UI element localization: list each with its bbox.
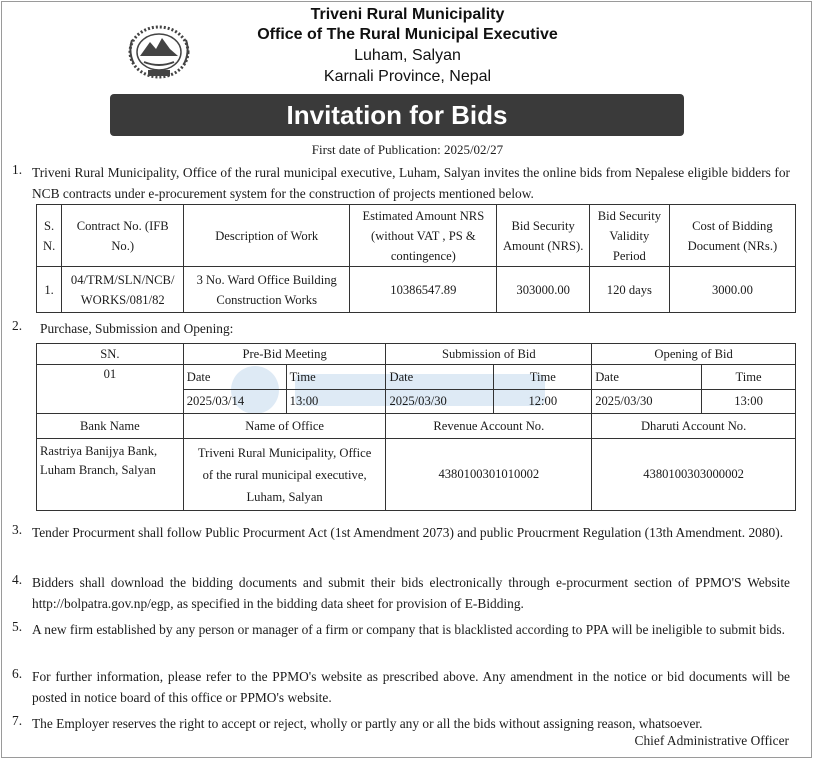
invitation-paragraph: Triveni Rural Municipality, Office of the rural municipal executive, Luham, Salyan invites the online bids from Nepalese eligible bidders for NCB contracts under e-procurement system for the construction of projects mentioned below. xyxy=(32,165,790,201)
opening-date-label: Date xyxy=(592,365,702,390)
item-number: 7. xyxy=(12,713,23,728)
submission-time-label: Time xyxy=(494,365,592,390)
sn-cell: 01 xyxy=(37,365,184,414)
bid-security-header: Bid Security Amount (NRS). xyxy=(497,205,590,267)
item-number: 6. xyxy=(12,666,23,681)
opening-header: Opening of Bid xyxy=(592,344,796,365)
estimated-amount-cell: 10386547.89 xyxy=(350,267,497,313)
purchase-heading: Purchase, Submission and Opening: xyxy=(40,321,234,336)
submission-date-label: Date xyxy=(386,365,494,390)
blacklist-paragraph: A new firm established by any person or manager of a firm or company that is blacklisted according to PPA will be ineligible to submit bids. xyxy=(32,622,785,637)
document-cost-header: Cost of Bidding Document (NRs.) xyxy=(669,205,795,267)
municipality-name: Triveni Rural Municipality xyxy=(310,6,505,23)
office-name: Office of The Rural Municipal Executive xyxy=(257,26,558,43)
office-location: Luham, Salyan xyxy=(354,47,461,64)
prebid-date: 2025/03/14 xyxy=(183,390,286,414)
e-bidding-paragraph: Bidders shall download the bidding documents and submit their bids electronically through e-procurment section of PPMO'S Website http://bolpatra.gov.np/egp, as specified in the bidding data sheet for provision of E-Bidding. xyxy=(32,575,790,611)
procurement-act-paragraph: Tender Procurment shall follow Public Procurment Act (1st Amendment 2073) and public Proucrment Regulation (13th Amendment. 2080). xyxy=(32,525,784,540)
item-number: 5. xyxy=(12,619,23,634)
opening-date: 2025/03/30 xyxy=(592,390,702,414)
description-header: Description of Work xyxy=(184,205,350,267)
prebid-meeting-header: Pre-Bid Meeting xyxy=(183,344,386,365)
opening-time-label: Time xyxy=(702,365,796,390)
item-number: 3. xyxy=(12,522,23,537)
prebid-time: 13:00 xyxy=(286,390,386,414)
estimated-amount-header: Estimated Amount NRS (without VAT , PS & contingence) xyxy=(350,205,497,267)
revenue-account-header: Revenue Account No. xyxy=(386,414,592,439)
contract-no-cell: 04/TRM/SLN/NCB/ WORKS/081/82 xyxy=(62,267,184,313)
publication-date: First date of Publication: 2025/02/27 xyxy=(311,142,504,157)
contract-no-header: Contract No. (IFB No.) xyxy=(62,205,184,267)
employer-rights-paragraph: The Employer reserves the right to accept or reject, wholly or partly any or all the bids without assigning reason, whatsoever. xyxy=(32,716,703,731)
submission-header: Submission of Bid xyxy=(386,344,592,365)
submission-date: 2025/03/30 xyxy=(386,390,494,414)
dharuti-account-header: Dharuti Account No. xyxy=(592,414,796,439)
bank-name-header: Bank Name xyxy=(37,414,184,439)
table-row xyxy=(37,267,796,313)
prebid-date-label: Date xyxy=(183,365,286,390)
submission-time: 12:00 xyxy=(494,390,592,414)
signature-title: Chief Administrative Officer xyxy=(634,733,789,748)
contract-table xyxy=(36,204,796,313)
dharuti-account-cell: 4380100303000002 xyxy=(592,439,796,511)
bid-security-cell: 303000.00 xyxy=(497,267,590,313)
office-name-header: Name of Office xyxy=(183,414,386,439)
validity-period-cell: 120 days xyxy=(589,267,669,313)
item-number: 4. xyxy=(12,572,23,587)
purchase-submission-table xyxy=(36,343,796,511)
validity-period-header: Bid Security Validity Period xyxy=(589,205,669,267)
sn-cell: 1. xyxy=(37,267,62,313)
office-province: Karnali Province, Nepal xyxy=(323,68,492,85)
sn-header: SN. xyxy=(37,344,184,365)
item-number: 1. xyxy=(12,162,23,177)
item-number: 2. xyxy=(12,318,23,333)
office-name-cell: Triveni Rural Municipality, Office of the rural municipal executive, Luham, Salyan xyxy=(183,439,386,511)
sn-header: S. N. xyxy=(37,205,62,267)
further-info-paragraph: For further information, please refer to the PPMO's website as prescribed above. Any amendment in the notice or bid documents will be posted in notice board of this office or PPMO's website. xyxy=(32,669,790,705)
description-cell: 3 No. Ward Office Building Construction Works xyxy=(184,267,350,313)
opening-time: 13:00 xyxy=(702,390,796,414)
prebid-time-label: Time xyxy=(286,365,386,390)
notice-title-banner: Invitation for Bids xyxy=(110,94,684,136)
document-cost-cell: 3000.00 xyxy=(669,267,795,313)
revenue-account-cell: 4380100301010002 xyxy=(386,439,592,511)
bank-name-cell: Rastriya Banijya Bank, Luham Branch, Salyan xyxy=(37,439,184,511)
